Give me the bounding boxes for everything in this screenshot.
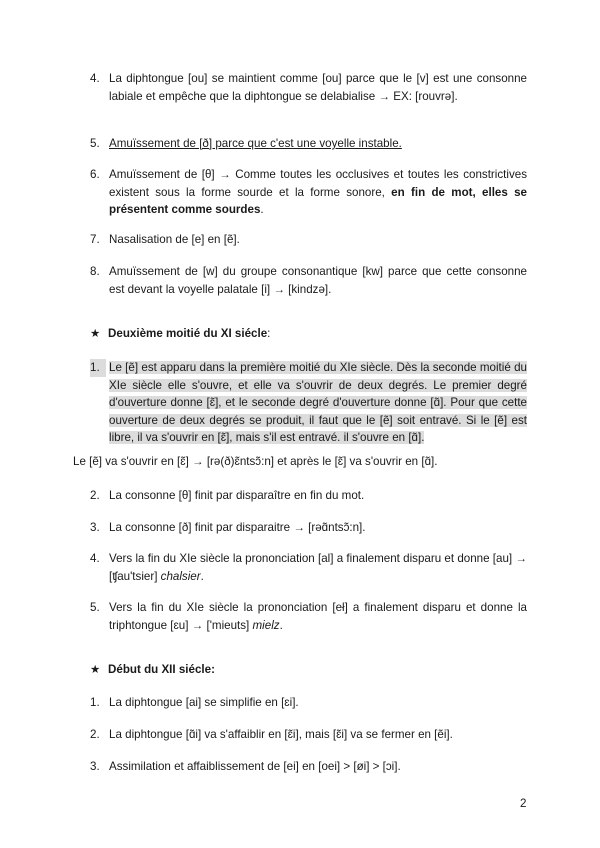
list-number: 5. <box>90 601 100 614</box>
list-number: 4. <box>90 552 100 565</box>
list-text: Vers la fin du XIe siècle la prononciation [eł] a finalement disparu et donne la triphtongue [ɛu] → ['mieuts] <box>109 601 527 632</box>
star-icon: ★ <box>90 327 101 340</box>
list-number: 8. <box>90 265 100 278</box>
list-number: 1. <box>90 359 106 377</box>
list-number: 4. <box>90 72 100 85</box>
list-number: 7. <box>90 233 100 246</box>
list-number: 2. <box>90 728 100 741</box>
list-text: Assimilation et affaiblissement de [ei] en [oei] > [øi] > [ɔi]. <box>109 760 401 773</box>
list-text: La consonne [ð] finit par disparaitre → [rəɑ̃ntsɔ̃:n]. <box>109 521 366 534</box>
document-page: 4. La diphtongue [ou] se maintient comme [ou] parce que le [v] est une consonne labiale et empêche que la diphtongue se delabialise → EX: [rouvrə]. 5. Amuïssement de [ð] parce que c'est une voyelle instable. 6. Amuïssement de [θ] → Comme toutes les occlusives et toutes les constrictives existent sous la forme sourde et la forme sonore, en fin de mot, elles se présentent comme sourdes. 7. Nasalisation de [e] en [ẽ]. 8. Amuïssement de [w] du groupe consonantique [kw] parce que cette consonne est devant la voyelle palatale [i] → [kindzə]. ★ Deuxième moitié du XI siécle: 1. Le [ẽ] est apparu dans la première moitié du XIe siècle. Dès la seconde moitié du XIe siècle elle s'ouvre, et elle va s'ouvrir de deux degrés. Le premier degré d'ouverture donne [ɛ̃], et le seconde degré d'ouverture donne [ɑ̃]. Pour que cette ouverture de deux degrés se produit, il faut que le [ẽ] soit entravé. Si le [ẽ] est libre, il va s'ouvrir en [ɛ̃], mais s'il est entravé. il s'ouvre en [ɑ̃]. Le [ẽ] va s'ouvrir en [ɛ̃] → [rə(ð)ɛ̃ntsɔ̃:n] et après le [ɛ̃] va s'ouvrir en [ɑ̃]. 2. La consonne [θ] finit par disparaître en fin du mot. 3. La consonne [ð] finit par disparaitre → [rəɑ̃ntsɔ̃:n]. 4. Vers la fin du XIe siècle la prononciation [al] a finalement disparu et donne [au] → [ʧau'tsier] chalsier. 5. Vers la fin du XIe siècle la prononciation [eł] a finalement disparu et donne la triphtongue [ɛu] → ['mieuts] mielz. ★ Début du XII siécle: 1. La diphtongue [ai] se simplifie en [ɛi]. 2. La diphtongue [ɑ̃i] va s'affaiblir en [ɛ̃i], mais [ɛ̃i] va se fermer en [ẽi]. 3. Assimilation et affaiblissement de [ei] en [oei] > [øi] > [ɔi]. 2 <box>73 72 528 810</box>
bold-text: en fin de mot, elles se présentent comme sourdes <box>109 185 528 217</box>
list-text: Amuïssement de [w] du groupe consonantique [kw] parce que cette consonne est devant la voyelle palatale [i] → [kindzə]. <box>109 265 527 296</box>
section-heading <box>90 661 215 679</box>
list-number: 1. <box>90 696 100 709</box>
heading-title: Deuxième moitié du XI siécle <box>108 327 268 340</box>
list-number: 3. <box>90 760 100 773</box>
underlined-text: Amuïssement de [ð] parce que c'est une voyelle instable. <box>109 137 402 150</box>
list-text: La diphtongue [ou] se maintient comme [ou] parce que le [v] est une consonne labiale et empêche que la diphtongue se delabialise → EX: [rouvrə]. <box>109 72 527 103</box>
italic-word: mielz <box>252 618 280 632</box>
list-text: Vers la fin du XIe siècle la prononciation [al] a finalement disparu et donne [au] → [ʧau'tsier] <box>109 552 527 583</box>
list-text: Amuïssement de [θ] → Comme toutes les occlusives et toutes les constrictives existent sous la forme sourde et la forme sonore, <box>109 168 527 199</box>
italic-word: chalsier <box>160 569 201 583</box>
list-number: 5. <box>90 137 100 150</box>
list-text: Nasalisation de [e] en [ẽ]. <box>109 233 240 246</box>
star-icon: ★ <box>90 663 101 676</box>
section-heading: ★ Deuxième moitié du XI siécle: <box>90 325 270 343</box>
highlighted-text: Le [ẽ] est apparu dans la première moitié du XIe siècle. Dès la seconde moitié du XIe siècle elle s'ouvre, et elle va s'ouvrir de deux degrés. Le premier degré d'ouverture donne [ɛ̃], et le seconde degré d'ouverture donne [ɑ̃]. Pour que cette ouverture de deux degrés se produit, il faut que le [ẽ] soit entravé. Si le [ẽ] est libre, il va s'ouvrir en [ɛ̃], mais s'il est entravé. il s'ouvre en [ɑ̃]. <box>109 361 527 445</box>
list-text: La diphtongue [ɑ̃i] va s'affaiblir en [ɛ̃i], mais [ɛ̃i] va se fermer en [ẽi]. <box>109 728 453 741</box>
plain-paragraph: Le [ẽ] va s'ouvrir en [ɛ̃] → [rə(ð)ɛ̃ntsɔ̃:n] et après le [ɛ̃] va s'ouvrir en [ɑ̃]. <box>73 455 438 468</box>
list-number: 6. <box>90 168 100 181</box>
list-number: 2. <box>90 489 100 502</box>
list-text: La diphtongue [ai] se simplifie en [ɛi]. <box>109 696 299 709</box>
list-number: 3. <box>90 521 100 534</box>
list-text: La consonne [θ] finit par disparaître en fin du mot. <box>109 489 365 502</box>
page-number: 2 <box>520 797 527 810</box>
heading-title: Début du XII siécle: <box>108 663 215 676</box>
